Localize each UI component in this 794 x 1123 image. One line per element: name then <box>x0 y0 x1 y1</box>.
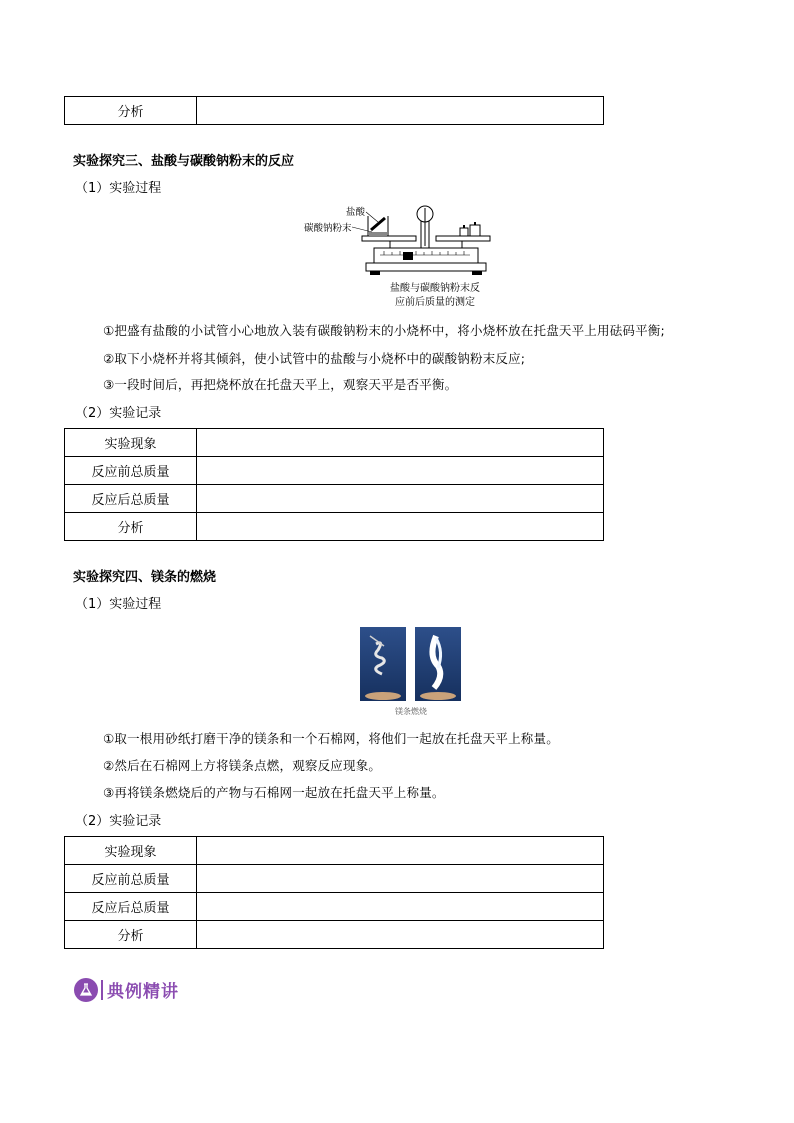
photo-caption: 镁条燃烧 <box>395 707 427 716</box>
left-pan <box>362 236 416 241</box>
table-row <box>65 429 604 457</box>
section4-record-label: （2）实验记录 <box>75 814 162 829</box>
row-label: 反应后总质量 <box>65 893 197 921</box>
flask-icon <box>74 978 98 1002</box>
row-value-cell <box>197 921 604 949</box>
table-row <box>65 457 604 485</box>
row-label: 实验现象 <box>65 837 197 865</box>
badge-divider <box>101 980 103 1000</box>
section3-step-3: ③一段时间后，再把烧杯放在托盘天平上，观察天平是否平衡。 <box>103 377 458 392</box>
balance-beam-scale <box>374 248 478 263</box>
row-label: 反应前总质量 <box>65 457 197 485</box>
row-label: 反应前总质量 <box>65 865 197 893</box>
section3-process-label: （1）实验过程 <box>75 181 162 196</box>
figure-caption-line2: 应前后质量的测定 <box>395 297 475 308</box>
badge-title: 典例精讲 <box>107 982 179 1002</box>
row-value-cell <box>197 97 604 125</box>
table-row <box>65 97 604 125</box>
section4-step-2: ②然后在石棉网上方将镁条点燃，观察反应现象。 <box>103 758 382 773</box>
section4-step-1: ①取一根用砂纸打磨干净的镁条和一个石棉网，将他们一起放在托盘天平上称量。 <box>103 731 559 746</box>
weight-small <box>460 228 468 236</box>
section4-step-3: ③再将镁条燃烧后的产物与石棉网一起放在托盘天平上称量。 <box>103 785 445 800</box>
right-pan <box>436 236 490 241</box>
section4-heading: 实验探究四、镁条的燃烧 <box>73 570 217 585</box>
row-value-cell <box>197 893 604 921</box>
table-row <box>65 837 604 865</box>
table-row <box>65 893 604 921</box>
row-value-cell <box>197 485 604 513</box>
table-row <box>65 921 604 949</box>
row-value-cell <box>197 837 604 865</box>
row-value-cell <box>197 865 604 893</box>
section4-process-label: （1）实验过程 <box>75 597 162 612</box>
row-value-cell <box>197 429 604 457</box>
table-row <box>65 485 604 513</box>
weight-large <box>470 225 480 236</box>
figure-caption-line1: 盐酸与碳酸钠粉末反 <box>390 283 480 294</box>
label-acid: 盐酸 <box>346 207 366 218</box>
section3-step-2: ②取下小烧杯并将其倾斜，使小试管中的盐酸与小烧杯中的碳酸钠粉末反应; <box>103 351 526 366</box>
section3-record-label: （2）实验记录 <box>75 406 162 421</box>
examples-badge <box>74 977 179 1002</box>
row-label: 实验现象 <box>65 429 197 457</box>
section3-record-table <box>64 428 604 541</box>
magnesium-photo <box>358 626 464 720</box>
balance-base <box>366 263 486 271</box>
balance-figure <box>300 200 500 312</box>
rider-weight <box>403 252 413 260</box>
table-row <box>65 865 604 893</box>
row-label: 反应后总质量 <box>65 485 197 513</box>
section3-step-1: ①把盛有盐酸的小试管小心地放入装有碳酸钠粉末的小烧杯中，将小烧杯放在托盘天平上用砝码平衡; <box>103 323 665 338</box>
section4-record-table <box>64 836 604 949</box>
row-value-cell <box>197 513 604 541</box>
table-row <box>65 513 604 541</box>
row-value-cell <box>197 457 604 485</box>
row-label: 分析 <box>65 513 197 541</box>
magnesium-photo-image <box>358 626 464 706</box>
section3-heading: 实验探究三、盐酸与碳酸钠粉末的反应 <box>73 154 295 169</box>
row-label: 分析 <box>65 921 197 949</box>
top-analysis-table <box>64 96 604 125</box>
label-powder: 碳酸钠粉末 <box>304 223 352 234</box>
row-label: 分析 <box>65 97 197 125</box>
